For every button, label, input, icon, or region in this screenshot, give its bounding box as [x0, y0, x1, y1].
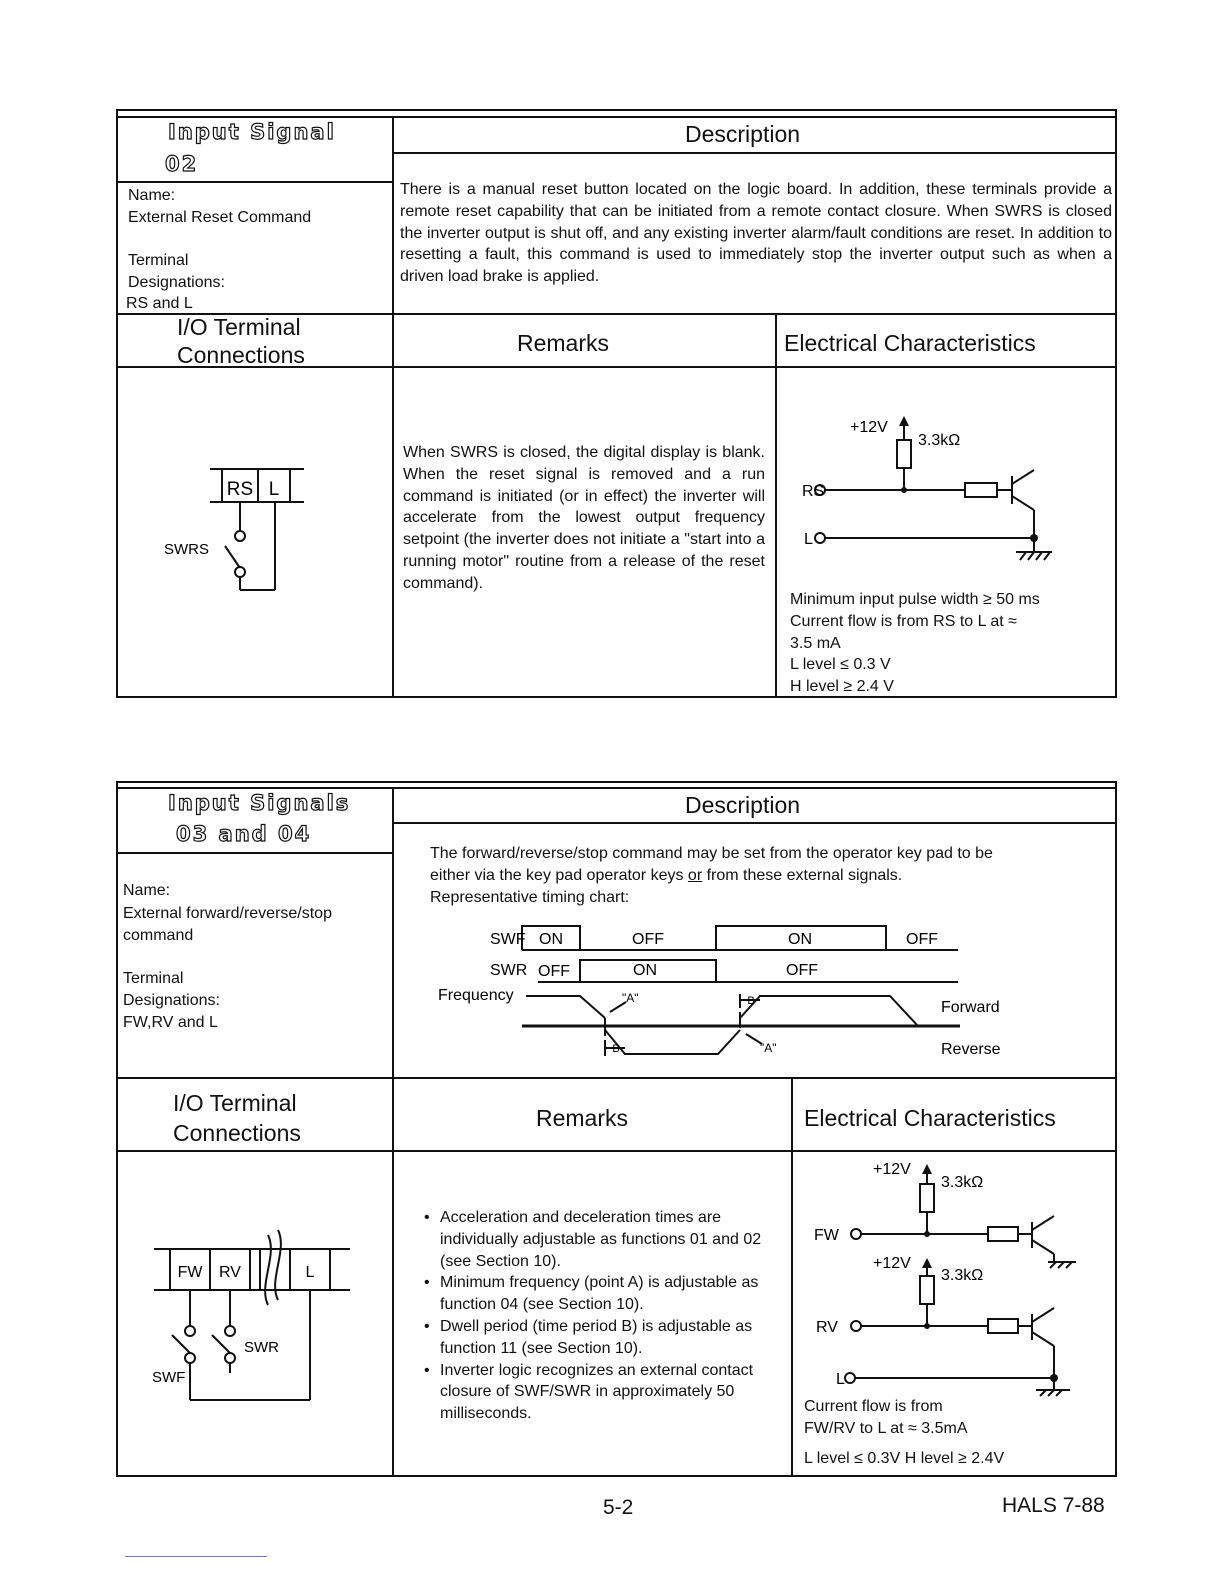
switch-label-swf: SWF: [152, 1369, 186, 1386]
io-header-line2: Connections: [173, 1120, 301, 1146]
document-code: HALS 7-88: [1002, 1494, 1105, 1517]
io-header: I/O Terminal: [173, 1090, 297, 1116]
swf-state: ON: [539, 931, 563, 948]
section-2-signal-numbers: 03 and 04: [176, 822, 312, 846]
circuit-resistor-label: 3.3kΩ: [918, 432, 961, 449]
circuit-voltage-label: +12V: [873, 1255, 911, 1272]
electrical-header: Electrical Characteristics: [784, 330, 1036, 356]
swf-state: OFF: [906, 931, 938, 948]
swr-state: OFF: [786, 962, 818, 979]
section-1-electrical-text: [790, 589, 1040, 698]
timing-chart: [430, 918, 1030, 1068]
swr-state: ON: [633, 962, 657, 979]
designations-label: Designations:: [128, 274, 225, 291]
description-line: either via the key pad operator keys or from these external signals.: [430, 866, 903, 884]
section-1-title: Input Signal: [168, 120, 336, 144]
remarks-header: Remarks: [517, 330, 610, 356]
remarks-bullet: • Inverter logic recognizes an external contact closure of SWF/SWR in approximately 50 milliseconds.: [420, 1360, 786, 1425]
swf-state: ON: [788, 931, 812, 948]
electrical-header: Electrical Characteristics: [804, 1105, 1056, 1131]
section-1-description-text: There is a manual reset button located on the logic board. In addition, these terminals provide a remote reset capability that can be initiated from a remote contact closure. When SWRS is closed the inverter output is shut off, and any existing inverter alarm/fault conditions are reset. In addition to resetting a fault, this command is used to immediately stop the inverter output such as when a driven load brake is applied.: [400, 181, 1112, 286]
terminal-label-rs: RS: [226, 479, 254, 500]
section-2-remarks-text: [420, 1207, 786, 1425]
switch-label-swr: SWR: [244, 1339, 279, 1356]
timing-swf-label: SWF: [490, 931, 526, 948]
section-2-description-header: Description: [685, 792, 801, 818]
reverse-label: Reverse: [941, 1041, 1001, 1058]
designations-value: RS and L: [126, 295, 193, 312]
circuit-resistor-label: 3.3kΩ: [941, 1174, 984, 1191]
circuit-voltage-label: +12V: [850, 419, 888, 436]
electrical-line: L level ≤ 0.3V H level ≥ 2.4V: [804, 1449, 1005, 1467]
swr-state: OFF: [538, 963, 570, 980]
circuit-resistor-label: 3.3kΩ: [941, 1267, 984, 1284]
section-1-remarks-text: When SWRS is closed, the digital display is blank. When the reset signal is removed and a run command is initiated (or in effect) the inverter will accelerate from the lowest output frequency setpoint (the inverter does not initiate a "start into a running motor" routine from a release of the reset command).: [403, 444, 765, 592]
section-2-electrical-text: [804, 1396, 1004, 1469]
period-b-label: B: [612, 1043, 620, 1055]
circuit-l-label: L: [804, 531, 813, 548]
electrical-line: H level ≥ 2.4 V: [790, 678, 894, 696]
terminal-block-diagram: [150, 1225, 360, 1410]
circuit-rv-label: RV: [816, 1319, 838, 1336]
name-value: External Reset Command: [128, 209, 312, 226]
name-value-line2: command: [123, 927, 194, 944]
electrical-line: 3.5 mA: [790, 634, 841, 652]
io-header-line2: Connections: [177, 342, 305, 368]
circuit-rs-label: RS: [802, 483, 825, 500]
electrical-line: Minimum input pulse width ≥ 50 ms: [790, 591, 1040, 608]
page-number: 5-2: [603, 1496, 634, 1519]
terminal-label-l: L: [305, 1264, 315, 1281]
description-line: Representative timing chart:: [430, 888, 630, 906]
remarks-header: Remarks: [536, 1105, 629, 1131]
circuit-l-label: L: [836, 1371, 845, 1388]
electrical-line: FW/RV to L at ≈ 3.5mA: [804, 1419, 968, 1437]
swf-state: OFF: [632, 931, 664, 948]
name-label: Name:: [128, 187, 176, 204]
circuit-voltage-label: +12V: [873, 1161, 911, 1178]
or-emphasis: or: [687, 866, 703, 884]
designations-label: Designations:: [123, 992, 220, 1009]
input-circuit-diagram: [800, 1158, 1110, 1398]
page-edge-line: [125, 1556, 267, 1557]
timing-frequency-label: Frequency: [438, 987, 514, 1004]
switch-label-swrs: SWRS: [164, 541, 209, 558]
section-1-signal-number: 02: [165, 152, 199, 176]
description-line: The forward/reverse/stop command may be set from the operator key pad to be: [430, 845, 993, 862]
period-b-label: B: [747, 995, 755, 1007]
terminal-label-rv: RV: [219, 1264, 241, 1281]
switch-contact-bottom: [235, 567, 245, 577]
forward-label: Forward: [941, 999, 1000, 1016]
terminal-block-diagram: [150, 460, 310, 600]
name-label: Name:: [123, 882, 171, 899]
terminal-label: Terminal: [128, 252, 189, 269]
section-2-title: Input Signals: [168, 791, 351, 815]
name-value: External forward/reverse/stop: [123, 905, 332, 922]
switch-contact-top: [235, 531, 245, 541]
remarks-bullet: • Acceleration and deceleration times are individually adjustable as functions 01 and 02 (see Section 10).: [420, 1207, 786, 1272]
circuit-fw-label: FW: [814, 1227, 839, 1244]
remarks-bullet: • Dwell period (time period B) is adjustable as function 11 (see Section 10).: [420, 1316, 786, 1360]
terminal-label-fw: FW: [177, 1264, 203, 1281]
section-2-description-text: [430, 843, 1100, 908]
terminal-label-l: L: [268, 479, 280, 500]
designations-value: FW,RV and L: [123, 1014, 218, 1031]
electrical-line: L level ≤ 0.3 V: [790, 656, 891, 674]
timing-swr-label: SWR: [490, 962, 528, 979]
electrical-line: Current flow is from RS to L at ≈: [790, 612, 1017, 630]
electrical-line: Current flow is from: [804, 1398, 943, 1415]
point-a-label: "A": [760, 1041, 777, 1055]
terminal-label: Terminal: [123, 970, 184, 987]
section-1-description-header: Description: [685, 121, 801, 147]
io-header: I/O Terminal: [177, 314, 301, 340]
input-circuit-diagram: [790, 410, 1110, 580]
point-a-label: "A": [622, 991, 639, 1005]
remarks-bullet: • Minimum frequency (point A) is adjustable as function 04 (see Section 10).: [420, 1272, 786, 1316]
